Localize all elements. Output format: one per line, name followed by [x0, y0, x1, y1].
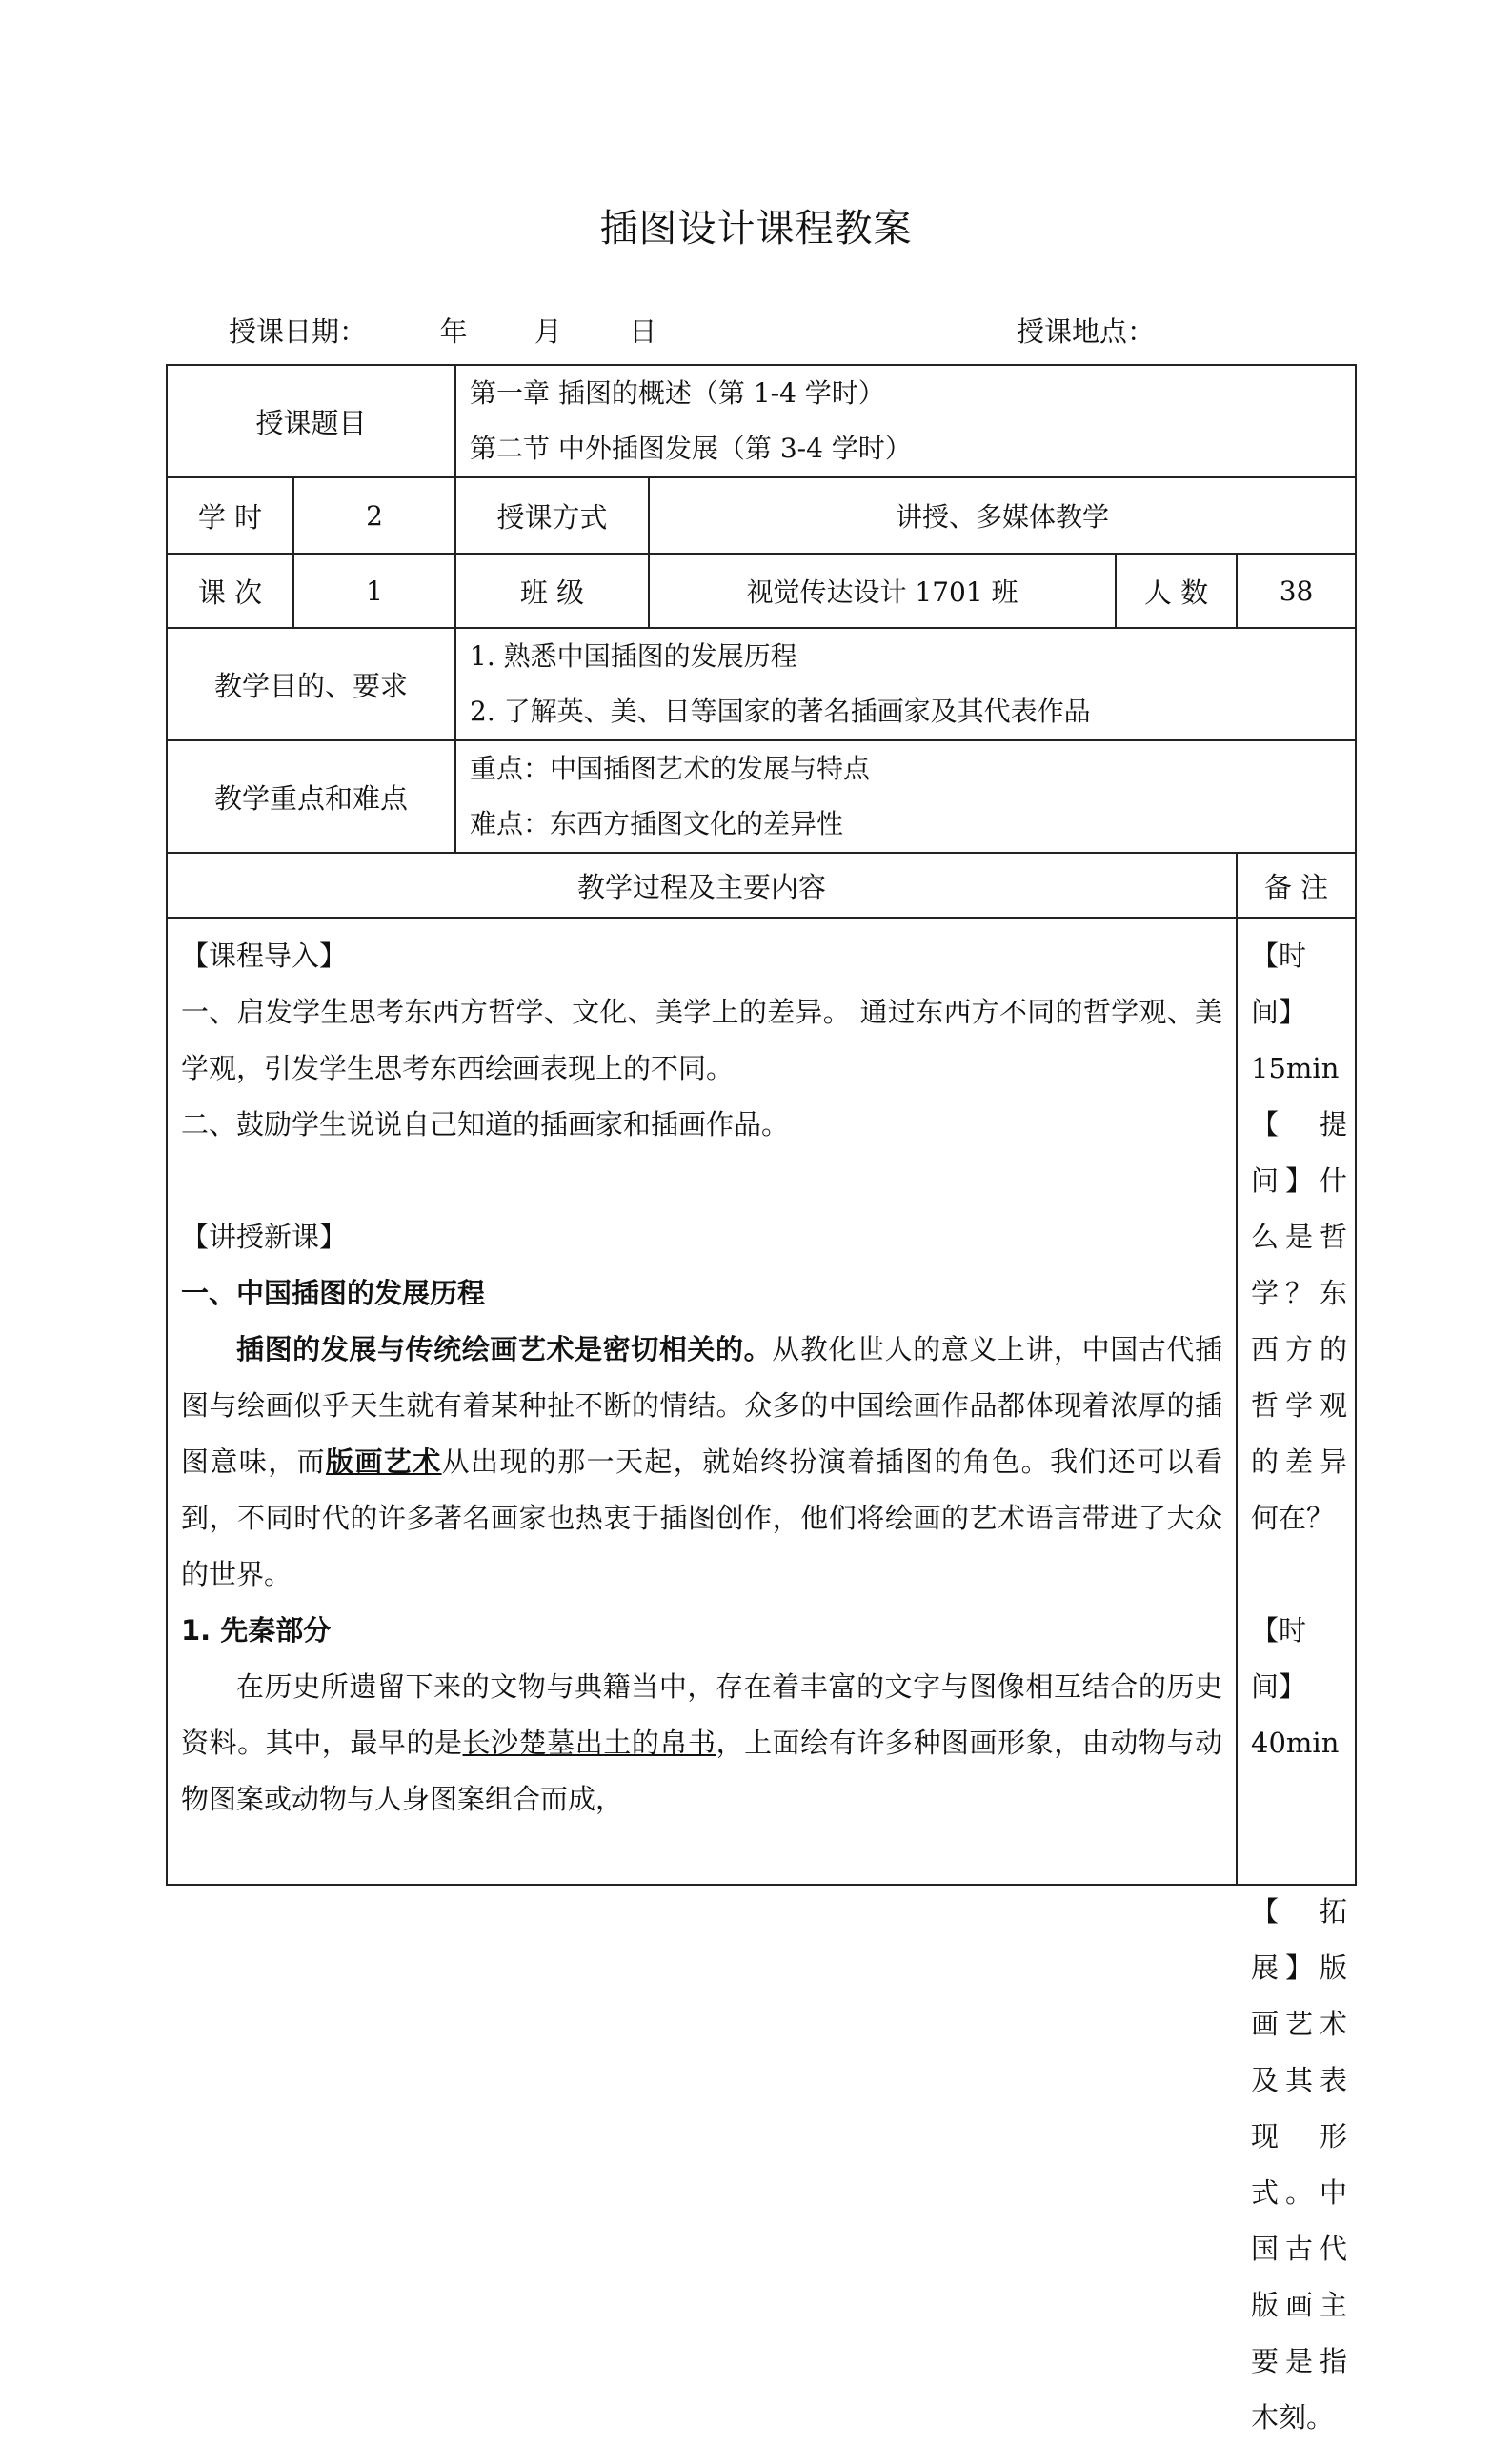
session-label: 课 次	[167, 554, 293, 628]
paragraph-1-text-b: 从出现的那一天起，就始终扮演着插图的角色。我们还可以看到，不同时代的许多著名画家也热衷于插图创作，他们将绘画的艺术语言带进了大众的世界。	[181, 1445, 1223, 1590]
note-extension: 【拓展】版画艺术及其表现形式。中国古代版画主要是指木刻。	[1251, 1895, 1348, 2434]
new-lesson-heading: 【讲授新课】	[181, 1221, 348, 1253]
date-field	[229, 311, 656, 350]
day-label: 日	[629, 315, 657, 348]
goals-value	[455, 628, 1356, 740]
topic-line-2: 第二节 中外插图发展（第 3-4 学时）	[470, 433, 912, 464]
keypoints-label: 教学重点和难点	[167, 740, 455, 853]
intro-paragraph-2: 二、鼓励学生说说自己知道的插画家和插画作品。	[181, 1108, 790, 1141]
session-value: 1	[293, 554, 455, 628]
paragraph-2	[181, 1659, 1222, 1828]
process-body-row	[167, 918, 1356, 1885]
goals-label: 教学目的、要求	[167, 628, 455, 740]
method-value: 讲授、多媒体教学	[649, 477, 1356, 554]
paragraph-2-text-b: ，上面绘有许多种图画形象，由动物与动物图案或动物与人身图案组合而成，	[181, 1727, 1222, 1815]
process-content-header: 教学过程及主要内容	[167, 853, 1237, 918]
intro-heading: 【课程导入】	[181, 940, 348, 972]
paragraph-1-lead: 插图的发展与传统绘画艺术是密切相关的。	[236, 1333, 773, 1365]
keypoints-row	[167, 740, 1356, 853]
hours-row	[167, 477, 1356, 554]
paragraph-1-text-a: 从教化世人的意义上讲，中国古代插图与绘画似乎天生就有着某种扯不断的情结。众多的中国绘画作品都体现着浓厚的插图意味，而	[181, 1333, 1223, 1478]
method-label: 授课方式	[455, 477, 649, 554]
goal-line-2: 2. 了解英、美、日等国家的著名插画家及其代表作品	[470, 696, 1091, 727]
place-label: 授课地点：	[1016, 315, 1155, 348]
process-content	[167, 918, 1237, 1885]
lesson-plan-table	[166, 364, 1357, 2434]
count-value: 38	[1237, 554, 1356, 628]
page-title: 插图设计课程教案	[599, 207, 913, 251]
note-question: 【提问】什么是哲学？东西方的哲学观的差异何在？	[1251, 1108, 1348, 1534]
count-label: 人 数	[1116, 554, 1237, 628]
note-time-2: 【时间】40min	[1251, 1614, 1340, 1759]
note-time-1: 【时间】15min	[1251, 940, 1340, 1084]
paragraph-2-text-a: 在历史所遗留下来的文物与典籍当中，存在着丰富的文字与图像相互结合的历史资料。其中，最早的是	[181, 1670, 1223, 1759]
topic-label: 授课题目	[167, 365, 455, 477]
class-value: 视觉传达设计 1701 班	[649, 554, 1116, 628]
process-notes	[1237, 918, 1356, 2434]
year-label: 年	[439, 315, 468, 348]
class-label: 班 级	[455, 554, 649, 628]
topic-value	[455, 365, 1356, 477]
lesson-meta	[229, 311, 1155, 353]
section-heading-1: 一、中国插图的发展历程	[181, 1277, 486, 1309]
paragraph-1-underlined: 版画艺术	[326, 1445, 442, 1478]
hours-label: 学 时	[167, 477, 293, 554]
month-label: 月	[534, 315, 562, 348]
paragraph-1	[181, 1322, 1222, 1603]
subheading-1: 1. 先秦部分	[181, 1614, 332, 1647]
topic-line-1: 第一章 插图的概述（第 1-4 学时）	[470, 377, 885, 409]
topic-row	[167, 365, 1356, 477]
process-header-row	[167, 853, 1356, 918]
keypoint-line-1: 重点：中国插图艺术的发展与特点	[470, 753, 871, 784]
session-row	[167, 554, 1356, 628]
intro-paragraph-1: 一、启发学生思考东西方哲学、文化、美学上的差异。 通过东西方不同的哲学观、美学观，引发学生思考东西绘画表现上的不同。	[181, 996, 1223, 1084]
hours-value: 2	[293, 477, 455, 554]
goal-line-1: 1. 熟悉中国插图的发展历程	[470, 640, 797, 672]
paragraph-2-underlined: 长沙楚墓出土的帛书	[462, 1727, 716, 1759]
keypoint-line-2: 难点：东西方插图文化的差异性	[470, 808, 844, 839]
date-label: 授课日期：	[229, 315, 368, 348]
keypoints-value	[455, 740, 1356, 853]
goals-row	[167, 628, 1356, 740]
process-notes-header: 备 注	[1237, 853, 1356, 918]
